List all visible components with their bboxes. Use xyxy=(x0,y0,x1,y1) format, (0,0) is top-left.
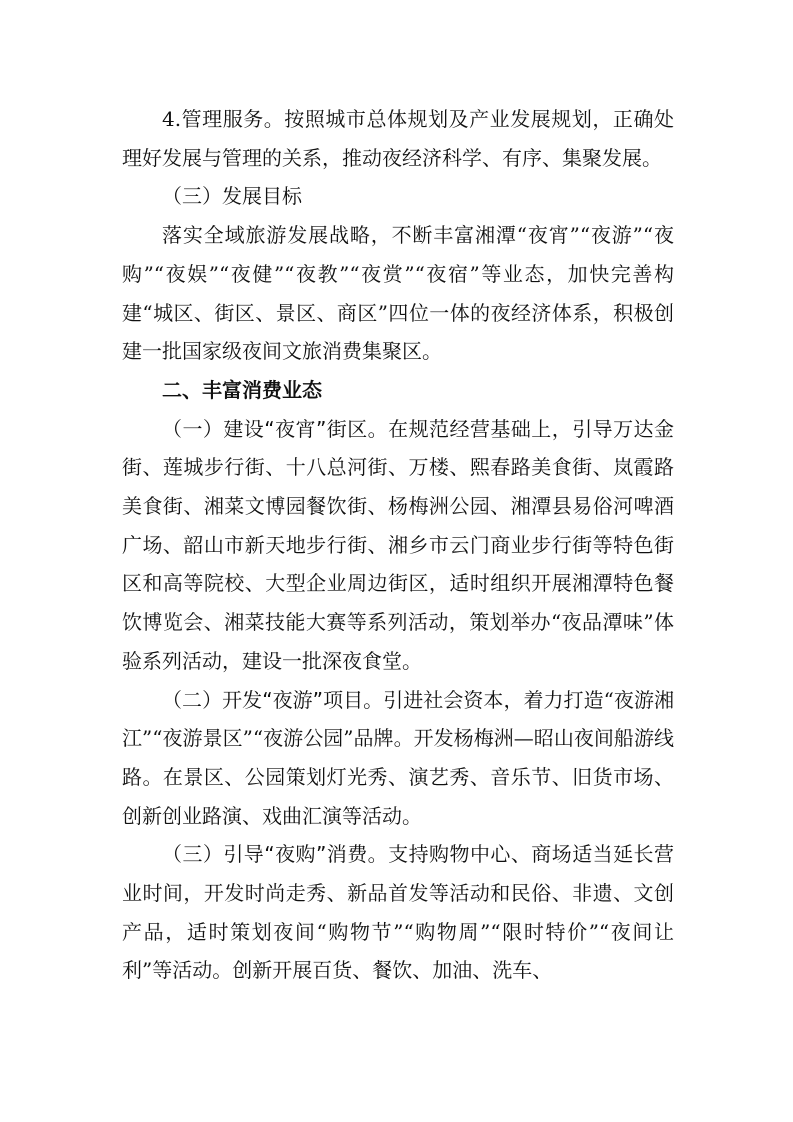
paragraph-lead: （三）引导“夜购”消费。 xyxy=(162,842,389,867)
paragraph-lead: （一）建设“夜宵”街区。 xyxy=(162,416,389,441)
subheading-development-goal xyxy=(122,177,674,216)
paragraph-text: 引进社会资本，着力打造“夜游湘江”“夜游景区”“夜游公园”品牌。开发杨梅洲—昭山夜间船游线路。在景区、公园策划灯光秀、演艺秀、音乐节、旧货市场、创新创业路演、戏曲汇演等活动。 xyxy=(122,687,674,828)
subheading-text: （三）发展目标 xyxy=(162,184,302,209)
paragraph-text: 4.管理服务。按照城市总体规划及产业发展规划，正确处理好发展与管理的关系，推动夜经济科学、有序、集聚发展。 xyxy=(122,107,674,170)
paragraph-development-goal xyxy=(122,216,674,371)
paragraph-night-tour-projects xyxy=(122,681,674,836)
paragraph-management-service xyxy=(122,100,674,177)
paragraph-lead: （二）开发“夜游”项目。 xyxy=(162,687,384,712)
paragraph-text: 落实全域旅游发展战略，不断丰富湘潭“夜宵”“夜游”“夜购”“夜娱”“夜健”“夜教”“夜赏”“夜宿”等业态，加快完善构建“城区、街区、景区、商区”四位一体的夜经济体系，积极创建一批国家级夜间文旅消费集聚区。 xyxy=(122,223,674,364)
document-body xyxy=(122,100,674,990)
paragraph-text: 在规范经营基础上，引导万达金街、莲城步行街、十八总河街、万楼、熙春路美食街、岚霞路美食街、湘菜文博园餐饮街、杨梅洲公园、湘潭县易俗河啤酒广场、韶山市新天地步行街、湘乡市云门商业步行街等特色街区和高等院校、大型企业周边街区，适时组织开展湘潭特色餐饮博览会、湘菜技能大赛等系列活动，策划举办“夜品潭味”体验系列活动，建设一批深夜食堂。 xyxy=(122,416,674,673)
paragraph-text: 支持购物中心、商场适当延长营业时间，开发时尚走秀、新品首发等活动和民俗、非遗、文创产品，适时策划夜间“购物节”“购物周”“限时特价”“夜间让利”等活动。创新开展百货、餐饮、加油、洗车、 xyxy=(122,842,674,983)
section-heading: 二、丰富消费业态 xyxy=(162,377,322,402)
paragraph-night-shopping xyxy=(122,835,674,990)
paragraph-night-snack-district xyxy=(122,410,674,681)
